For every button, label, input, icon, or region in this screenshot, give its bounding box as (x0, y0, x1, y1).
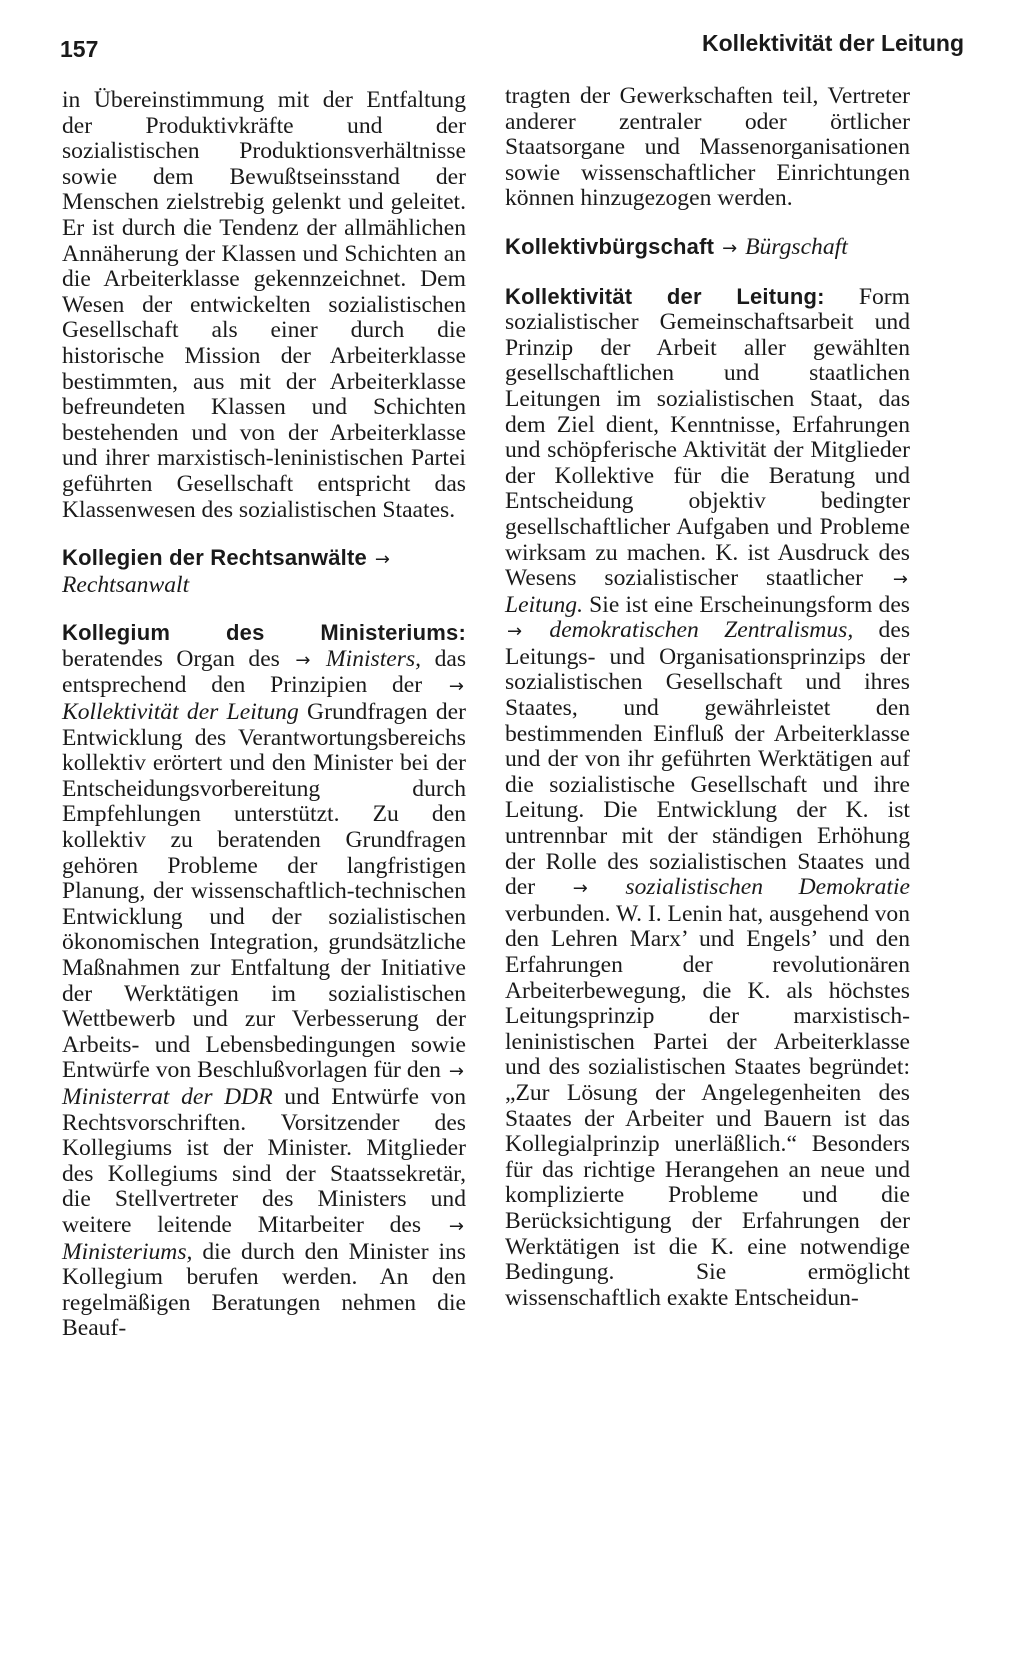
page-number: 157 (60, 36, 99, 62)
cross-reference: sozialistischen Demokratie (625, 874, 910, 901)
cross-reference: Ministers, (326, 645, 422, 672)
entry-kollektivitaet-der-leitung (505, 284, 910, 1312)
arrow-icon: → (448, 1215, 464, 1237)
continuation-paragraph: tragten der Gewerkschaften teil, Vertreter anderer zentraler oder örtlicher Staatsorgane und Massenorganisationen sowie wissenschaftlicher Einrichtungen können hinzugezogen werden. (505, 83, 910, 212)
cross-reference: Ministerrat der DDR (62, 1083, 273, 1110)
entry-term: Kollegien der Rechtsanwälte (62, 545, 367, 571)
arrow-icon: → (374, 549, 390, 571)
cross-reference: Bürgschaft (745, 233, 848, 260)
page-header (60, 26, 964, 66)
right-column (505, 84, 910, 1311)
running-head: Kollektivität der Leitung (702, 30, 964, 56)
arrow-icon: → (507, 621, 523, 643)
entry-kollektivbuergschaft (505, 234, 910, 262)
entry-term: Kollegium des Ministeriums: (62, 620, 466, 646)
entry-kollegium-des-ministeriums (62, 620, 466, 1342)
cross-reference: Ministeriums, (62, 1238, 193, 1265)
entry-text: Sie ist eine Erscheinungsform des (589, 591, 910, 618)
cross-reference: Leitung. (505, 591, 583, 618)
entry-term: Kollektivität der Leitung: (505, 283, 825, 309)
arrow-icon: → (892, 569, 908, 591)
arrow-icon: → (722, 237, 738, 259)
entry-kollegien-der-rechtsanwaelte (62, 545, 466, 598)
entry-text: und Entwürfe von Rechtsvorschriften. Vorsitzender des Kollegiums ist der Minister. Mitglieder des Kollegiums sind der Staatssekretär, die Stellvertreter des Ministers und weitere leitende Mitarbeiter des (62, 1083, 466, 1238)
cross-reference: Kollektivität der Leitung (62, 699, 299, 726)
arrow-icon: → (448, 1061, 464, 1083)
entry-term: Kollektivbürgschaft (505, 233, 715, 259)
arrow-icon: → (572, 878, 588, 900)
arrow-icon: → (448, 676, 464, 698)
entry-text: Form sozialistischer Gemeinschaftsarbeit und Prinzip der Arbeit aller gewählten gesellschaftlichen und staatlichen Leitungen im sozialistischen Staat, das dem Ziel dient, Kenntnisse, Erfahrungen und schöpferische Aktivität der Mitglieder der Kollektive für die Beratung und Entscheidung objektiv bedingter gesellschaftlicher Aufgaben und Probleme wirksam zu machen. K. ist Ausdruck des Wesens sozialistischer staatlicher (505, 283, 910, 592)
cross-reference: Rechtsanwalt (62, 571, 190, 598)
entry-text: verbunden. W. I. Lenin hat, ausgehend von den Lehren Marx’ und Engels’ und den Erfahrungen der revolutionären Arbeiterbewegung, die K. als höchstes Leitungsprinzip der marxistisch-leninistischen Partei der Arbeiterklasse und des sozialistischen Staates begründet: „Zur Lösung der Angelegenheiten des Staates der Arbeiter und Bauern ist das Kollegialprinzip unerläßlich.“ Besonders für das richtige Herangehen an neue und komplizierte Probleme und die Berücksichtigung der Erfahrungen der Werktätigen ist die K. eine notwendige Bedingung. Sie ermöglicht wissenschaftlich exakte Entscheidun- (505, 900, 910, 1311)
entry-text: des Leitungs- und Organisationsprinzips der sozialistischen Gesellschaft und ihres Staates, und gewährleistet den bestimmenden Einfluß der Arbeiterklasse und der von ihr geführten Werktätigen auf die sozialistische Gesellschaft und ihre Leitung. Die Entwicklung der K. ist untrennbar mit der ständigen Erhöhung der Rolle des sozialistischen Staates und der (505, 617, 910, 901)
entry-text: die durch den Minister ins Kollegium berufen werden. An den regelmäßigen Beratungen nehmen die Beauf- (62, 1238, 466, 1342)
continuation-paragraph: in Übereinstimmung mit der Entfaltung der Produktivkräfte und der sozialistischen Produktionsverhältnisse sowie dem Bewußtseinsstand der Menschen zielstrebig gelenkt und geleitet. Er ist durch die Tendenz der allmählichen Annäherung der Klassen und Schichten an die Arbeiterklasse gekennzeichnet. Dem Wesen der entwickelten sozialistischen Gesellschaft als einer durch die historische Mission der Arbeiterklasse bestimmten, aus mit der Arbeiterklasse befreundeten Klassen und Schichten bestehenden und von der Arbeiterklasse und ihrer marxistisch-leninistischen Partei geführten Gesellschaft entspricht das Klassenwesen des sozialistischen Staates. (62, 87, 466, 523)
entry-text: das entsprechend den Prinzipien der (62, 645, 467, 699)
entry-text: beratendes Organ des (62, 645, 280, 672)
cross-reference: demokratischen Zentralismus, (549, 617, 854, 644)
arrow-icon: → (295, 649, 311, 671)
entry-text: Grundfragen der Entwicklung des Verantwortungsbereichs kollektiv erörtert und den Minister bei der Entscheidungsvorbereitung durch Empfehlungen unterstützt. Zu den kollektiv zu beratenden Grundfragen gehören Probleme der langfristigen Planung, der wissenschaftlich-technischen Entwicklung und der sozialistischen ökonomischen Integration, grundsätzliche Maßnahmen zur Entfaltung der Initiative der Werktätigen im sozialistischen Wettbewerb und zur Verbesserung der Arbeits- und Lebensbedingungen sowie Entwürfe von Beschlußvorlagen für den (62, 699, 466, 1084)
left-column (62, 88, 466, 1342)
